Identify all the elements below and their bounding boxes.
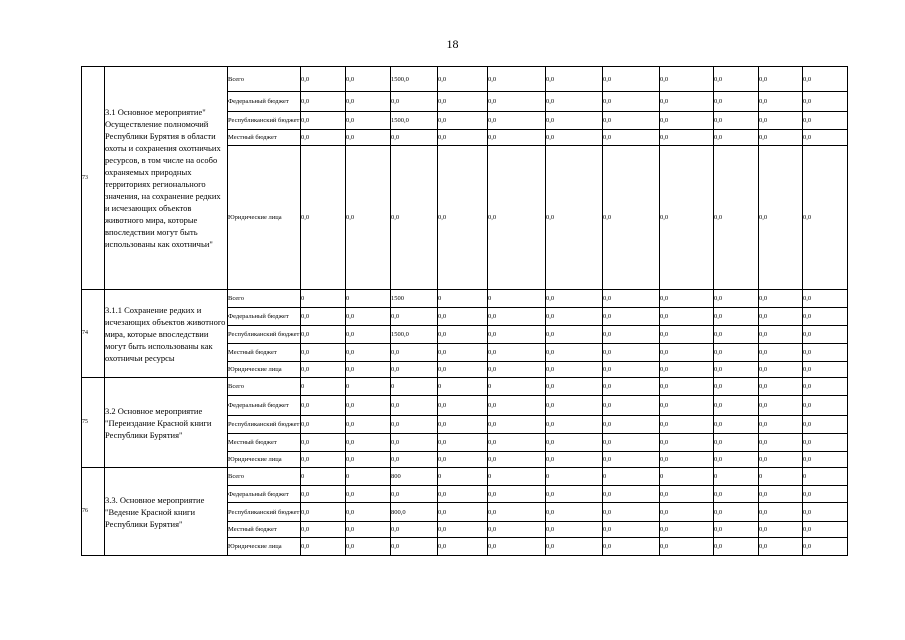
value-cell: 0,0 (714, 434, 759, 452)
value-cell: 0,0 (346, 308, 391, 326)
value-cell: 0,0 (603, 503, 660, 522)
value-cell: 0,0 (546, 503, 603, 522)
funding-source: Местный бюджет (228, 434, 301, 452)
value-cell: 0,0 (438, 67, 488, 92)
value-cell: 0,0 (759, 146, 803, 290)
row-number: 73 (82, 67, 105, 290)
value-cell: 0,0 (603, 326, 660, 344)
value-cell: 0,0 (546, 67, 603, 92)
value-cell: 0,0 (546, 434, 603, 452)
value-cell: 0,0 (759, 326, 803, 344)
value-cell: 0,0 (803, 146, 848, 290)
value-cell: 1500 (391, 290, 438, 308)
value-cell: 0,0 (301, 308, 346, 326)
value-cell: 0,0 (546, 378, 603, 396)
value-cell: 0,0 (759, 290, 803, 308)
value-cell: 0,0 (488, 344, 546, 362)
value-cell: 0,0 (438, 326, 488, 344)
value-cell: 0,0 (660, 308, 714, 326)
value-cell: 0,0 (603, 92, 660, 112)
value-cell: 0,0 (546, 486, 603, 503)
funding-source: Юридические лица (228, 362, 301, 378)
value-cell: 0,0 (714, 67, 759, 92)
value-cell: 0,0 (546, 344, 603, 362)
value-cell: 0,0 (346, 326, 391, 344)
measure-name: 3.3. Основное мероприятие "Ведение Красной книги Республики Бурятия" (105, 468, 228, 556)
funding-source: Федеральный бюджет (228, 92, 301, 112)
value-cell: 0,0 (438, 308, 488, 326)
value-cell: 0,0 (714, 308, 759, 326)
value-cell: 0,0 (391, 308, 438, 326)
value-cell: 0,0 (660, 92, 714, 112)
funding-source: Юридические лица (228, 146, 301, 290)
funding-source: Всего (228, 378, 301, 396)
value-cell: 800 (391, 468, 438, 486)
value-cell: 0,0 (438, 344, 488, 362)
value-cell: 0,0 (346, 344, 391, 362)
value-cell: 0,0 (803, 344, 848, 362)
value-cell: 0 (488, 468, 546, 486)
table-row (82, 290, 848, 308)
value-cell: 0 (660, 468, 714, 486)
value-cell: 0,0 (488, 67, 546, 92)
value-cell: 0,0 (488, 130, 546, 146)
value-cell: 0,0 (714, 416, 759, 434)
value-cell: 0 (546, 468, 603, 486)
value-cell: 0,0 (714, 290, 759, 308)
value-cell: 0,0 (438, 130, 488, 146)
value-cell: 0,0 (714, 522, 759, 538)
value-cell: 0,0 (603, 344, 660, 362)
value-cell: 0,0 (660, 146, 714, 290)
value-cell: 0,0 (488, 486, 546, 503)
value-cell: 0,0 (660, 378, 714, 396)
value-cell: 0,0 (603, 290, 660, 308)
value-cell: 0,0 (346, 503, 391, 522)
value-cell: 0,0 (803, 290, 848, 308)
value-cell: 0 (438, 378, 488, 396)
row-number: 75 (82, 378, 105, 468)
value-cell: 0,0 (391, 538, 438, 556)
value-cell: 0,0 (803, 326, 848, 344)
value-cell: 0,0 (759, 344, 803, 362)
measure-name: 3.1 Основное мероприятие" Осуществление полномочий Республики Бурятия в области охоты и сохранения охотничьих ресурсов, в том числе на особо охраняемых природных территориях регионального значения, на сохранение редких и исчезающих объектов животного мира, которые впоследствии могут быть использованы как охотничьи" (105, 67, 228, 290)
value-cell: 0,0 (714, 146, 759, 290)
value-cell: 0,0 (660, 434, 714, 452)
value-cell: 0,0 (759, 434, 803, 452)
value-cell: 0,0 (346, 416, 391, 434)
value-cell: 0,0 (660, 503, 714, 522)
value-cell: 0,0 (759, 308, 803, 326)
value-cell: 0,0 (803, 522, 848, 538)
value-cell: 0,0 (603, 67, 660, 92)
value-cell: 0,0 (714, 130, 759, 146)
value-cell: 0,0 (803, 130, 848, 146)
value-cell: 0,0 (803, 92, 848, 112)
funding-source: Местный бюджет (228, 344, 301, 362)
funding-source: Всего (228, 468, 301, 486)
budget-table (81, 66, 848, 556)
value-cell: 0 (438, 468, 488, 486)
value-cell: 0,0 (346, 434, 391, 452)
value-cell: 0,0 (546, 290, 603, 308)
funding-source: Местный бюджет (228, 130, 301, 146)
value-cell: 0,0 (488, 396, 546, 416)
value-cell: 0,0 (391, 396, 438, 416)
table-row (82, 468, 848, 486)
value-cell: 0,0 (546, 416, 603, 434)
value-cell: 0,0 (714, 452, 759, 468)
value-cell: 0,0 (438, 452, 488, 468)
funding-source: Всего (228, 290, 301, 308)
measure-name: 3.1.1 Сохранение редких и исчезающих объектов животного мира, которые впоследствии могут быть использованы как охотничьи ресурсы (105, 290, 228, 378)
value-cell: 0,0 (301, 396, 346, 416)
value-cell: 0 (714, 468, 759, 486)
value-cell: 0,0 (301, 522, 346, 538)
value-cell: 0,0 (391, 486, 438, 503)
value-cell: 0,0 (301, 92, 346, 112)
value-cell: 0,0 (488, 112, 546, 130)
value-cell: 0 (346, 290, 391, 308)
value-cell: 0,0 (714, 503, 759, 522)
value-cell: 0,0 (488, 434, 546, 452)
value-cell: 0,0 (603, 396, 660, 416)
funding-source: Федеральный бюджет (228, 308, 301, 326)
value-cell: 0,0 (546, 538, 603, 556)
value-cell: 0,0 (759, 130, 803, 146)
funding-source: Республиканский бюджет (228, 326, 301, 344)
value-cell: 0,0 (759, 396, 803, 416)
value-cell: 0,0 (346, 362, 391, 378)
funding-source: Федеральный бюджет (228, 486, 301, 503)
value-cell: 0,0 (603, 538, 660, 556)
value-cell: 0 (803, 468, 848, 486)
value-cell: 0,0 (603, 308, 660, 326)
value-cell: 0,0 (391, 146, 438, 290)
value-cell: 0,0 (391, 452, 438, 468)
value-cell: 0 (438, 290, 488, 308)
value-cell: 0,0 (488, 362, 546, 378)
value-cell: 0,0 (346, 538, 391, 556)
value-cell: 0,0 (660, 326, 714, 344)
value-cell: 0,0 (301, 344, 346, 362)
value-cell: 0 (301, 468, 346, 486)
value-cell: 0,0 (346, 130, 391, 146)
value-cell: 0,0 (391, 434, 438, 452)
value-cell: 0,0 (714, 378, 759, 396)
value-cell: 0,0 (438, 92, 488, 112)
value-cell: 800,0 (391, 503, 438, 522)
value-cell: 0,0 (603, 146, 660, 290)
value-cell: 0,0 (438, 486, 488, 503)
value-cell: 0,0 (301, 434, 346, 452)
value-cell: 0,0 (546, 146, 603, 290)
value-cell: 0,0 (603, 486, 660, 503)
value-cell: 0 (488, 378, 546, 396)
value-cell: 0,0 (488, 452, 546, 468)
value-cell: 0,0 (603, 522, 660, 538)
value-cell: 0,0 (546, 112, 603, 130)
value-cell: 0,0 (301, 326, 346, 344)
value-cell: 0,0 (301, 538, 346, 556)
funding-source: Местный бюджет (228, 522, 301, 538)
value-cell: 0,0 (803, 396, 848, 416)
value-cell: 0,0 (714, 112, 759, 130)
value-cell: 0,0 (803, 362, 848, 378)
value-cell: 0,0 (438, 503, 488, 522)
value-cell: 0,0 (391, 362, 438, 378)
value-cell: 0,0 (714, 486, 759, 503)
value-cell: 0,0 (803, 308, 848, 326)
value-cell: 0,0 (346, 92, 391, 112)
funding-source: Республиканский бюджет (228, 503, 301, 522)
value-cell: 0,0 (660, 522, 714, 538)
value-cell: 0,0 (803, 416, 848, 434)
value-cell: 0,0 (391, 416, 438, 434)
table-row (82, 378, 848, 396)
funding-source: Юридические лица (228, 538, 301, 556)
value-cell: 1500,0 (391, 67, 438, 92)
table-body (82, 67, 848, 556)
measure-name: 3.2 Основное мероприятие "Переиздание Красной книги Республики Бурятия" (105, 378, 228, 468)
value-cell: 0,0 (759, 452, 803, 468)
value-cell: 0,0 (660, 344, 714, 362)
value-cell: 0,0 (546, 308, 603, 326)
value-cell: 0 (391, 378, 438, 396)
value-cell: 0 (603, 468, 660, 486)
value-cell: 0,0 (346, 112, 391, 130)
value-cell: 0,0 (603, 378, 660, 396)
value-cell: 0,0 (488, 92, 546, 112)
value-cell: 0,0 (603, 362, 660, 378)
value-cell: 0,0 (714, 344, 759, 362)
funding-source: Федеральный бюджет (228, 396, 301, 416)
value-cell: 0,0 (301, 112, 346, 130)
value-cell: 0,0 (488, 503, 546, 522)
value-cell: 0,0 (438, 538, 488, 556)
value-cell: 0 (301, 378, 346, 396)
value-cell: 0,0 (346, 486, 391, 503)
value-cell: 0,0 (546, 362, 603, 378)
value-cell: 0,0 (346, 146, 391, 290)
value-cell: 0,0 (803, 112, 848, 130)
value-cell: 0,0 (346, 67, 391, 92)
value-cell: 0,0 (438, 362, 488, 378)
value-cell: 0,0 (759, 522, 803, 538)
value-cell: 0,0 (803, 486, 848, 503)
value-cell: 0,0 (803, 378, 848, 396)
value-cell: 0,0 (603, 452, 660, 468)
value-cell: 0,0 (759, 112, 803, 130)
value-cell: 1500,0 (391, 112, 438, 130)
funding-source: Юридические лица (228, 452, 301, 468)
value-cell: 0,0 (759, 416, 803, 434)
value-cell: 0,0 (759, 503, 803, 522)
value-cell: 0,0 (603, 434, 660, 452)
value-cell: 0,0 (438, 416, 488, 434)
value-cell: 0,0 (346, 452, 391, 468)
value-cell: 0,0 (546, 326, 603, 344)
table-row (82, 67, 848, 92)
value-cell: 0,0 (660, 290, 714, 308)
value-cell: 0 (346, 378, 391, 396)
value-cell: 0,0 (488, 326, 546, 344)
value-cell: 0,0 (759, 362, 803, 378)
value-cell: 0,0 (759, 92, 803, 112)
value-cell: 0,0 (660, 396, 714, 416)
value-cell: 0,0 (391, 344, 438, 362)
value-cell: 0,0 (546, 92, 603, 112)
value-cell: 0 (759, 468, 803, 486)
value-cell: 0,0 (301, 67, 346, 92)
row-number: 74 (82, 290, 105, 378)
value-cell: 0,0 (488, 538, 546, 556)
funding-source: Республиканский бюджет (228, 416, 301, 434)
value-cell: 0,0 (301, 452, 346, 468)
value-cell: 0,0 (803, 452, 848, 468)
value-cell: 0,0 (301, 362, 346, 378)
value-cell: 0,0 (391, 522, 438, 538)
value-cell: 0,0 (660, 67, 714, 92)
value-cell: 0 (488, 290, 546, 308)
value-cell: 0,0 (660, 452, 714, 468)
value-cell: 0,0 (803, 67, 848, 92)
value-cell: 0,0 (438, 522, 488, 538)
value-cell: 0,0 (759, 67, 803, 92)
value-cell: 0,0 (301, 416, 346, 434)
value-cell: 0,0 (546, 452, 603, 468)
value-cell: 0,0 (714, 326, 759, 344)
value-cell: 0,0 (714, 538, 759, 556)
value-cell: 0,0 (346, 396, 391, 416)
value-cell: 0,0 (660, 362, 714, 378)
value-cell: 0,0 (714, 92, 759, 112)
value-cell: 0,0 (488, 308, 546, 326)
value-cell: 0,0 (714, 396, 759, 416)
value-cell: 0,0 (546, 130, 603, 146)
value-cell: 0,0 (603, 416, 660, 434)
page-number: 18 (446, 37, 459, 51)
value-cell: 0,0 (391, 130, 438, 146)
value-cell: 0,0 (301, 146, 346, 290)
value-cell: 0,0 (488, 146, 546, 290)
value-cell: 1500,0 (391, 326, 438, 344)
value-cell: 0,0 (603, 112, 660, 130)
value-cell: 0 (301, 290, 346, 308)
value-cell: 0,0 (660, 130, 714, 146)
value-cell: 0,0 (759, 378, 803, 396)
funding-source: Всего (228, 67, 301, 92)
value-cell: 0,0 (438, 434, 488, 452)
value-cell: 0,0 (301, 503, 346, 522)
value-cell: 0,0 (438, 112, 488, 130)
value-cell: 0,0 (803, 434, 848, 452)
value-cell: 0,0 (660, 112, 714, 130)
value-cell: 0,0 (488, 522, 546, 538)
value-cell: 0,0 (759, 486, 803, 503)
value-cell: 0,0 (660, 416, 714, 434)
value-cell: 0 (346, 468, 391, 486)
value-cell: 0,0 (803, 538, 848, 556)
value-cell: 0,0 (546, 522, 603, 538)
value-cell: 0,0 (488, 416, 546, 434)
value-cell: 0,0 (546, 396, 603, 416)
row-number: 76 (82, 468, 105, 556)
value-cell: 0,0 (603, 130, 660, 146)
value-cell: 0,0 (660, 538, 714, 556)
value-cell: 0,0 (438, 396, 488, 416)
value-cell: 0,0 (803, 503, 848, 522)
funding-source: Республиканский бюджет (228, 112, 301, 130)
value-cell: 0,0 (759, 538, 803, 556)
value-cell: 0,0 (346, 522, 391, 538)
value-cell: 0,0 (301, 486, 346, 503)
value-cell: 0,0 (438, 146, 488, 290)
value-cell: 0,0 (660, 486, 714, 503)
value-cell: 0,0 (301, 130, 346, 146)
value-cell: 0,0 (391, 92, 438, 112)
value-cell: 0,0 (714, 362, 759, 378)
